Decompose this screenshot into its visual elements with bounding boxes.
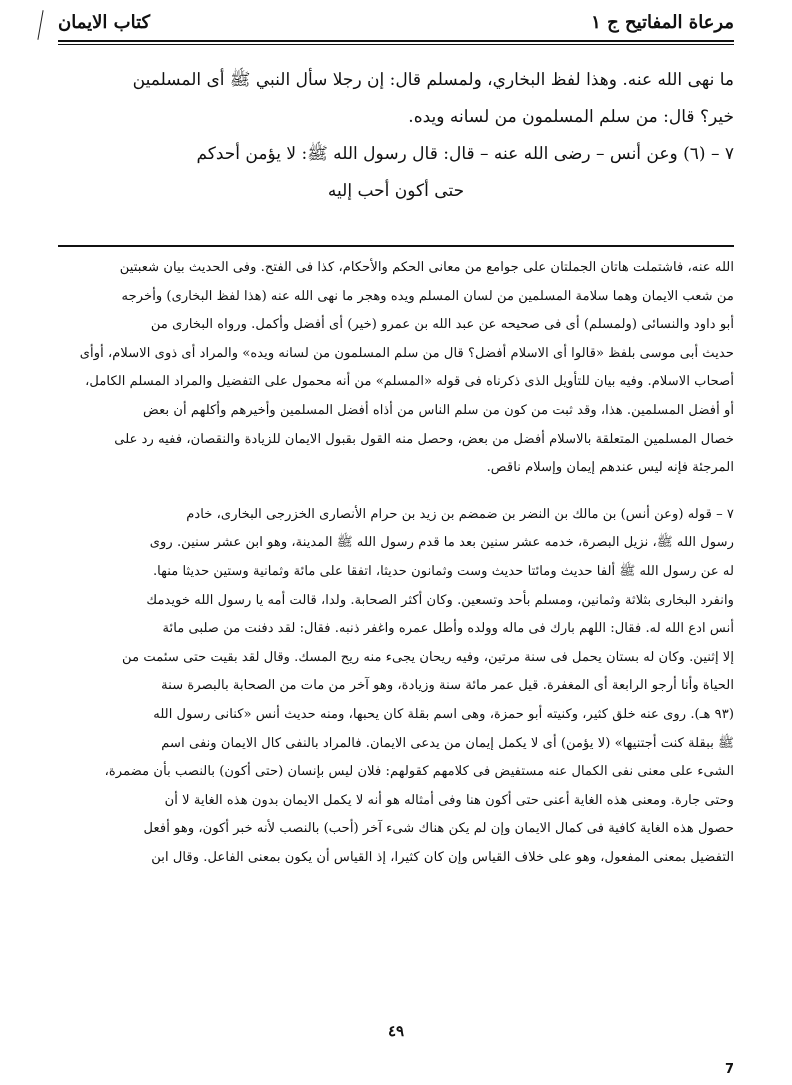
sharh1-line-6: أو أفضل المسلمين. هذا، وقد ثبت من كون من سلم الناس من أذاه أفضل المسلمين وأخيرهم وأكلهم أن بعض: [142, 402, 734, 418]
sharh2-line-9: ﷺ ببقلة كنت أجتنيها» (لا يؤمن) أى لا يكمل إيمان من يدعى الايمان. فالمراد بالنفى كال الايمان ونفى اسم: [161, 735, 734, 751]
commentary-text: [58, 254, 734, 872]
sharh2-line-6: إلا إثنين. وكان له بستان يحمل فى سنة مرتين، وفيه ريحان يجىء منه ريح المسك. وقال لقد بقيت حتى سئمت من: [122, 649, 734, 665]
paragraph-gap: [58, 483, 734, 501]
book-title: مرعاة المفاتيح ج ١: [591, 11, 734, 33]
matn-line-3: ٧ – (٦) وعن أنس – رضى الله عنه – قال: قال رسول الله ﷺ: لا يؤمن أحدكم: [196, 144, 734, 164]
sharh2-line-11: وحتى جارة. ومعنى هذه الغاية أعنى حتى أكون هنا وفى أمثاله هو أنه لا يكمل الايمان بدون هذه الغاية لا أن: [164, 792, 734, 808]
page-number: ٤٩: [387, 1022, 405, 1040]
chapter-title: كتاب الايمان: [58, 11, 151, 33]
matn-line-2: خير؟ قال: من سلم المسلمون من لسانه ويده.: [408, 107, 734, 127]
sharh1-line-4: حديث أبى موسى بلفظ «قالوا أى الاسلام أفضل؟ قال من سلم المسلمون من لسانه ويده» والمراد أى ذوى الاسلام، أوأى: [79, 345, 734, 361]
header-rule-thin: [58, 44, 734, 45]
sharh1-line-5: أصحاب الاسلام. وفيه بيان للتأويل الذى ذكرناه فى قوله «المسلم» من أنه محمول على التفضيل والمراد المسلم الكامل،: [85, 374, 734, 390]
sharh1-line-8: المرجئة فإنه ليس عندهم إيمان وإسلام ناقص.: [486, 460, 734, 476]
sharh2-line-8: (٩٣ هـ). روى عنه خلق كثير، وكنيته أبو حمزة، وهى اسم بقلة كان يحبها، ومنه حديث أنس «كنانى رسول الله: [153, 706, 734, 722]
hadith-text: [58, 62, 734, 210]
sharh2-line-13: التفضيل بمعنى المفعول، وهو على خلاف القياس وإن كان كثيرا، إذ القياس أن يكون بمعنى الفاعل. وقال ابن: [151, 849, 734, 865]
matn-line-4: حتى أكون أحب إليه: [327, 181, 465, 201]
header-rule: [58, 40, 734, 42]
sharh1-line-2: من شعب الايمان وهما سلامة المسلمين من لسان المسلم ويده وهجر ما نهى الله عنه (هذا لفظ البخارى) وأخرجه: [121, 288, 734, 304]
sharh2-line-3: له عن رسول الله ﷺ ألفا حديث ومائتا حديث وست وثمانون حديثا، اتفقا على مائة وثمانية وستين حديثا منها.: [152, 563, 734, 579]
sharh2-line-10: الشىء على معنى نفى الكمال عنه مستفيض فى كلامهم كقولهم: فلان ليس بإنسان (حتى أكون) بالنصب بأن مضمرة،: [104, 764, 734, 780]
section-separator: [58, 245, 734, 247]
corner-number: 7: [724, 1062, 734, 1077]
sharh2-line-5: أنس ادع الله له. فقال: اللهم بارك فى ماله وولده وأطل عمره واغفر ذنبه. فقال: لقد دفنت من صلبى مائة: [162, 621, 734, 637]
sharh2-line-4: وانفرد البخارى بثلاثة وثمانين، ومسلم بأحد وتسعين. وكان أكثر الصحابة. ولدا، قالت أمه يا رسول الله خويدمك: [146, 592, 734, 608]
matn-line-1: ما نهى الله عنه. وهذا لفظ البخاري، ولمسلم قال: إن رجلا سأل النبي ﷺ أى المسلمين: [132, 70, 734, 90]
running-header: [58, 4, 734, 40]
sharh1-line-1: الله عنه، فاشتملت هاتان الجملتان على جوامع من معانى الحكم والأحكام، كذا فى الفتح. وفى الحديث بيان شعبتين: [119, 260, 734, 275]
corner-stroke: [37, 10, 43, 40]
sharh1-line-7: خصال المسلمين المتعلقة بالاسلام أفضل من بعض، وحصل منه القول بقبول الايمان للزيادة والنقصان، ففيه رد على: [114, 431, 734, 447]
sharh2-line-12: حصول هذه الغاية كافية فى كمال الايمان وإن لم يكن هناك شىء آخر (أحب) بالنصب لأنه خبر أكون، وهو أفعل: [143, 821, 734, 837]
sharh2-line-2: رسول الله ﷺ، نزيل البصرة، خدمه عشر سنين بعد ما قدم رسول الله ﷺ المدينة، وهو ابن عشر سنين. روى: [149, 535, 734, 551]
sharh2-line-1: ٧ – قوله (وعن أنس) بن مالك بن النضر بن ضمضم بن زيد بن حرام الأنصارى الخزرجى البخارى، خادم: [186, 506, 734, 522]
sharh2-line-7: الحياة وأنا أرجو الرابعة أى المغفرة. قيل عمر مائة سنة وزيادة، وهو آخر من مات من الصحابة بالبصرة سنة: [161, 678, 734, 694]
sharh1-line-3: أبو داود والنسائى (ولمسلم) أى فى صحيحه عن عبد الله بن عمرو (خير) أى أفضل وأكمل. ورواه البخارى من: [150, 317, 734, 333]
